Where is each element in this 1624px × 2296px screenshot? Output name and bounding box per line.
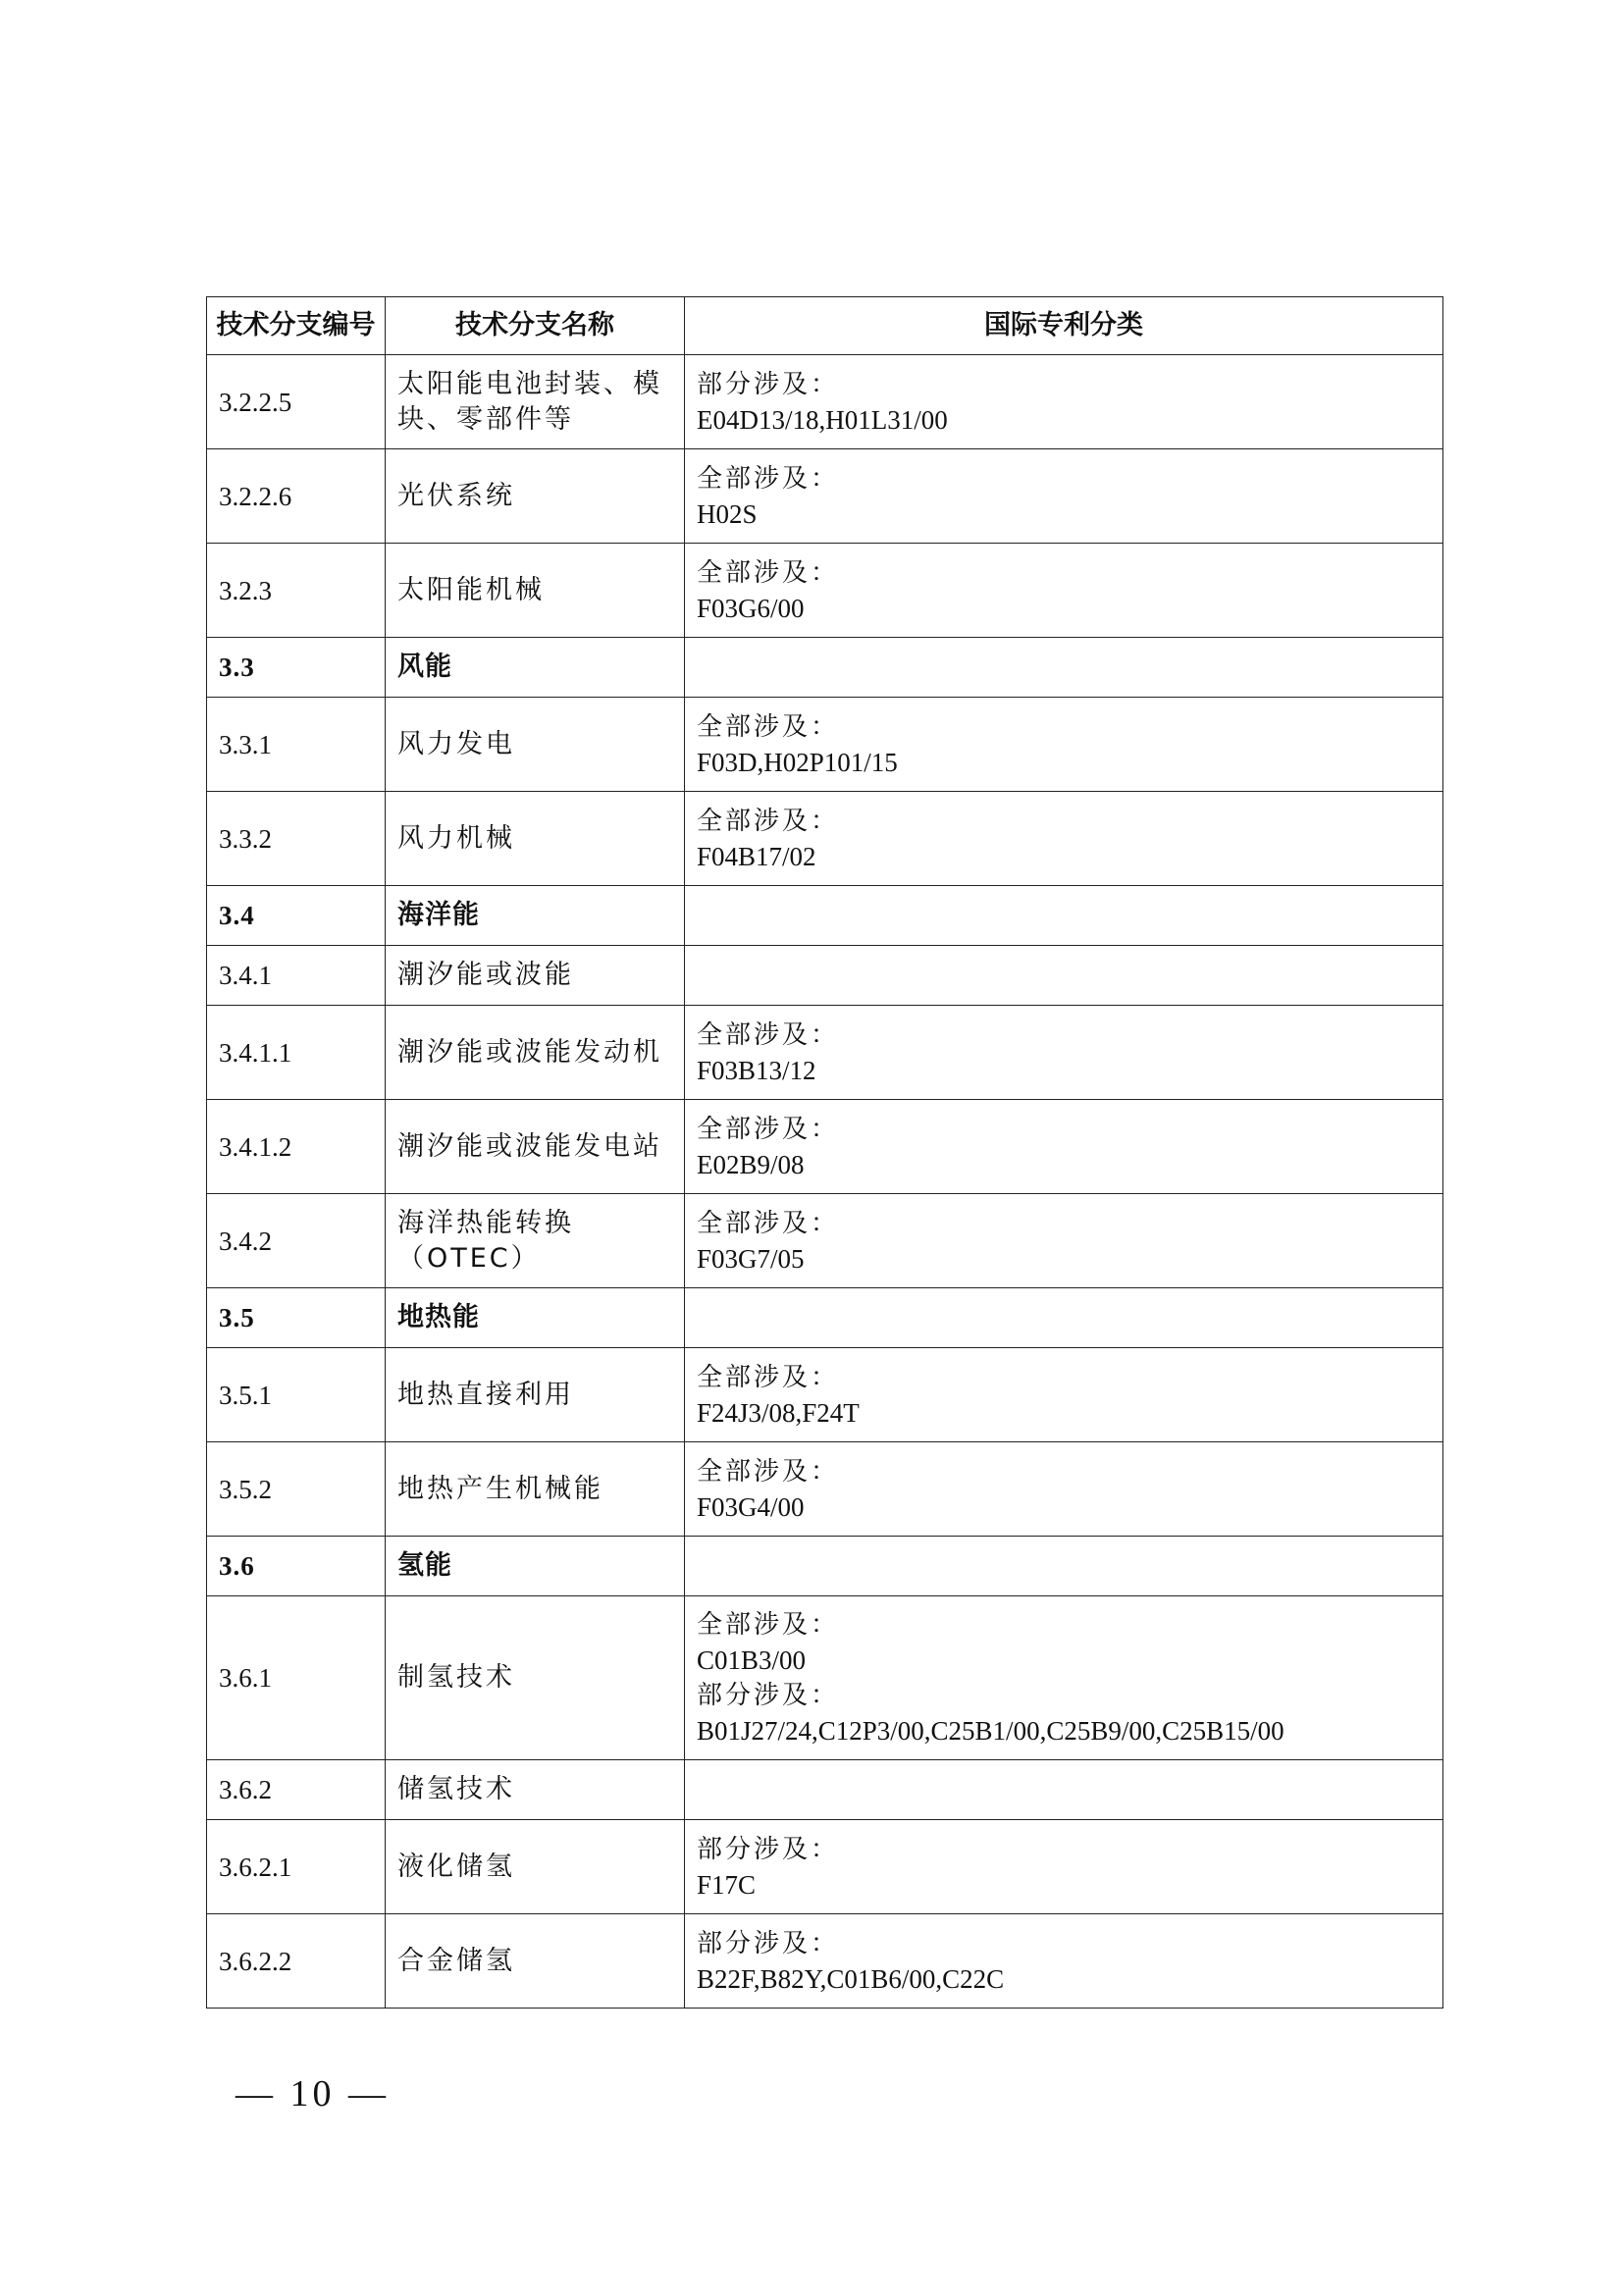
ipc-scope-label: 全部涉及：	[697, 1019, 840, 1050]
branch-name-cell: 地热直接利用	[386, 1348, 685, 1442]
branch-code-cell: 3.6.2.2	[207, 1914, 386, 2009]
ipc-codes: F03G4/00	[697, 1491, 805, 1522]
branch-name-cell: 风力发电	[386, 698, 685, 792]
ipc-cell	[685, 1820, 1443, 1914]
section-row	[207, 886, 1443, 946]
table-row	[207, 1006, 1443, 1100]
header-ipc: 国际专利分类	[685, 297, 1443, 355]
table-row	[207, 449, 1443, 544]
table-row	[207, 1194, 1443, 1288]
ipc-scope-label: 全部涉及：	[697, 1456, 840, 1487]
branch-name-cell: 地热产生机械能	[386, 1442, 685, 1537]
branch-code-cell: 3.6	[207, 1537, 386, 1596]
ipc-scope-label: 全部涉及：	[697, 557, 840, 588]
branch-code-cell: 3.2.2.6	[207, 449, 386, 544]
ipc-codes: C01B3/00	[697, 1645, 807, 1675]
branch-name-cell: 潮汐能或波能发动机	[386, 1006, 685, 1100]
ipc-cell	[685, 638, 1443, 698]
ipc-cell	[685, 946, 1443, 1006]
branch-code-cell: 3.6.1	[207, 1596, 386, 1760]
branch-code-cell: 3.5.2	[207, 1442, 386, 1537]
table-row	[207, 1348, 1443, 1442]
branch-code-cell: 3.4.1.2	[207, 1100, 386, 1194]
table-row	[207, 1820, 1443, 1914]
ipc-scope-label: 全部涉及：	[697, 806, 840, 836]
ipc-cell	[685, 1100, 1443, 1194]
ipc-cell	[685, 355, 1443, 449]
table-row	[207, 792, 1443, 886]
branch-code-cell: 3.6.2	[207, 1760, 386, 1820]
ipc-codes: B01J27/24,C12P3/00,C25B1/00,C25B9/00,C25B15/00	[697, 1716, 1284, 1746]
ipc-codes: F04B17/02	[697, 841, 816, 871]
table-row	[207, 698, 1443, 792]
branch-name-cell: 风能	[386, 638, 685, 698]
branch-code-cell: 3.6.2.1	[207, 1820, 386, 1914]
table-row	[207, 1760, 1443, 1820]
branch-code-cell: 3.4	[207, 886, 386, 946]
branch-name-cell: 储氢技术	[386, 1760, 685, 1820]
ipc-cell	[685, 1288, 1443, 1348]
ipc-scope-label: 全部涉及：	[697, 1362, 840, 1392]
table-body	[207, 355, 1443, 2009]
ipc-codes: H02S	[697, 498, 758, 529]
table-row	[207, 544, 1443, 638]
ipc-cell	[685, 792, 1443, 886]
branch-code-cell: 3.3.1	[207, 698, 386, 792]
branch-name-cell: 海洋热能转换（OTEC）	[386, 1194, 685, 1288]
page-number: — 10 —	[236, 2073, 390, 2114]
branch-code-cell: 3.3	[207, 638, 386, 698]
branch-code-cell: 3.4.1	[207, 946, 386, 1006]
ipc-cell	[685, 1914, 1443, 2009]
ipc-codes: F03G6/00	[697, 593, 805, 623]
table-row	[207, 1914, 1443, 2009]
branch-code-cell: 3.4.2	[207, 1194, 386, 1288]
branch-name-cell: 潮汐能或波能	[386, 946, 685, 1006]
table-row	[207, 355, 1443, 449]
ipc-scope-label: 部分涉及：	[697, 1928, 840, 1958]
branch-code-cell: 3.5.1	[207, 1348, 386, 1442]
branch-name-cell: 氢能	[386, 1537, 685, 1596]
section-row	[207, 638, 1443, 698]
ipc-cell	[685, 698, 1443, 792]
ipc-codes: F03G7/05	[697, 1243, 805, 1274]
table-row	[207, 946, 1443, 1006]
ipc-scope-label: 部分涉及：	[697, 369, 840, 399]
branch-name-cell: 潮汐能或波能发电站	[386, 1100, 685, 1194]
branch-code-cell: 3.5	[207, 1288, 386, 1348]
ipc-cell	[685, 886, 1443, 946]
ipc-cell	[685, 1537, 1443, 1596]
ipc-cell	[685, 1596, 1443, 1760]
branch-code-cell: 3.4.1.1	[207, 1006, 386, 1100]
ipc-scope-label: 全部涉及：	[697, 1114, 840, 1144]
branch-code-cell: 3.3.2	[207, 792, 386, 886]
ipc-scope-label: 全部涉及：	[697, 711, 840, 742]
ipc-cell	[685, 1348, 1443, 1442]
ipc-codes: E02B9/08	[697, 1149, 805, 1179]
header-branch-code: 技术分支编号	[207, 297, 386, 355]
table-row	[207, 1596, 1443, 1760]
branch-name-cell: 液化储氢	[386, 1820, 685, 1914]
ipc-scope-label: 部分涉及：	[697, 1834, 840, 1864]
section-row	[207, 1537, 1443, 1596]
ipc-codes: F03D,H02P101/15	[697, 747, 898, 777]
ipc-scope-label: 全部涉及：	[697, 463, 840, 494]
branch-name-cell: 风力机械	[386, 792, 685, 886]
ipc-cell	[685, 1194, 1443, 1288]
ipc-cell	[685, 1760, 1443, 1820]
ipc-codes: F03B13/12	[697, 1055, 816, 1085]
section-row	[207, 1288, 1443, 1348]
table-row	[207, 1442, 1443, 1537]
ipc-scope-label: 全部涉及：	[697, 1610, 840, 1640]
ipc-cell	[685, 1006, 1443, 1100]
ipc-codes: B22F,B82Y,C01B6/00,C22C	[697, 1963, 1005, 1994]
ipc-codes: F24J3/08,F24T	[697, 1397, 860, 1428]
branch-code-cell: 3.2.3	[207, 544, 386, 638]
ipc-cell	[685, 544, 1443, 638]
branch-name-cell: 光伏系统	[386, 449, 685, 544]
header-branch-name: 技术分支名称	[386, 297, 685, 355]
ipc-cell	[685, 449, 1443, 544]
branch-code-cell: 3.2.2.5	[207, 355, 386, 449]
ipc-cell	[685, 1442, 1443, 1537]
branch-name-cell: 地热能	[386, 1288, 685, 1348]
branch-name-cell: 合金储氢	[386, 1914, 685, 2009]
branch-name-cell: 制氢技术	[386, 1596, 685, 1760]
table-header-row	[207, 297, 1443, 355]
table-row	[207, 1100, 1443, 1194]
ipc-codes: F17C	[697, 1869, 757, 1900]
ipc-scope-label: 全部涉及：	[697, 1208, 840, 1238]
ipc-codes: E04D13/18,H01L31/00	[697, 404, 948, 435]
branch-name-cell: 太阳能机械	[386, 544, 685, 638]
ipc-scope-label: 部分涉及：	[697, 1681, 840, 1710]
branch-name-cell: 海洋能	[386, 886, 685, 946]
branch-name-cell: 太阳能电池封装、模块、零部件等	[386, 355, 685, 449]
classification-table	[206, 296, 1443, 2009]
